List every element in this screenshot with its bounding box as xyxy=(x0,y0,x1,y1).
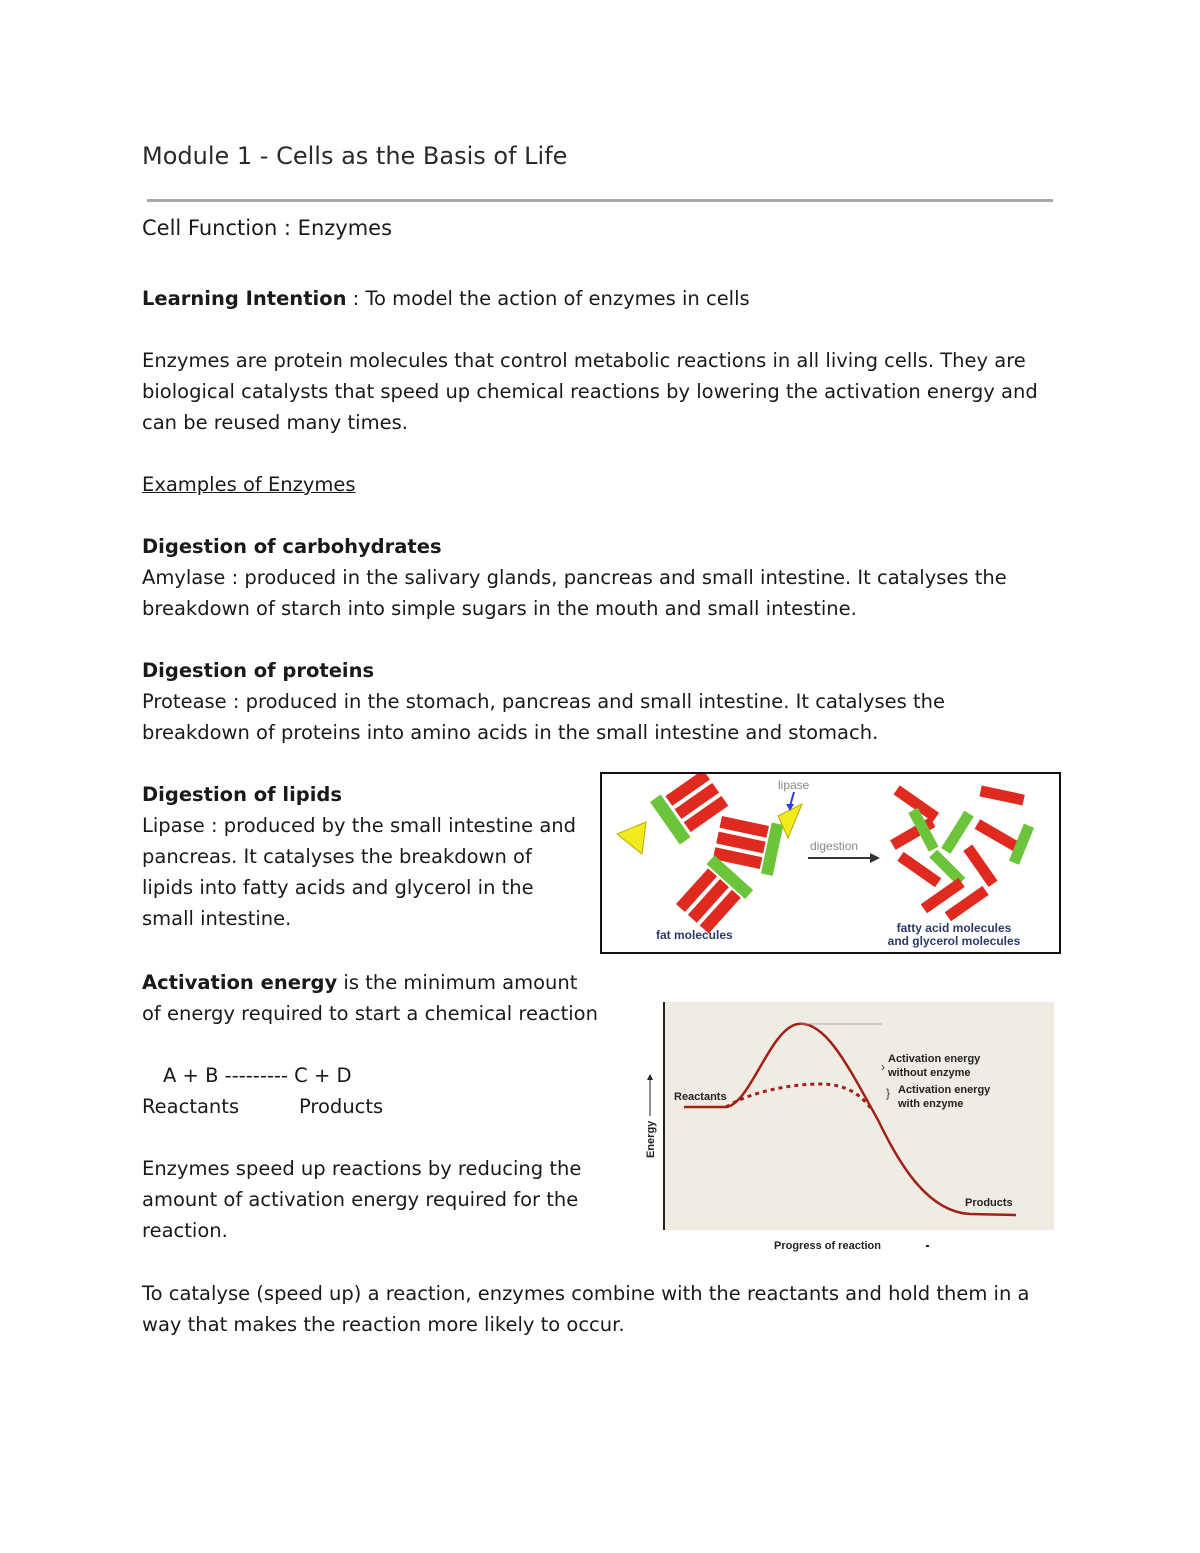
catalyse-line-1: To catalyse (speed up) a reaction, enzymes combine with the reactants and hold them in a xyxy=(142,1282,1030,1305)
reactants-curve-label: Reactants xyxy=(674,1091,727,1103)
lipids-heading: Digestion of lipids xyxy=(142,783,342,806)
carbohydrates-line-1: Amylase : produced in the salivary glands, pancreas and small intestine. It catalyses the xyxy=(142,566,1007,589)
fat-molecules-caption: fat molecules xyxy=(656,928,733,942)
proteins-line-1: Protease : produced in the stomach, pancreas and small intestine. It catalyses the xyxy=(142,690,945,713)
with-brace: } xyxy=(886,1086,891,1100)
section-heading: Cell Function : Enzymes xyxy=(142,216,393,240)
intro-line-3: can be reused many times. xyxy=(142,411,408,434)
digestion-arrow-head xyxy=(870,853,880,863)
page-title: Module 1 - Cells as the Basis of Life xyxy=(142,142,568,170)
carbohydrates-heading: Digestion of carbohydrates xyxy=(142,535,442,558)
digestion-products xyxy=(890,785,1034,921)
without-enzyme-label-1: Activation energy xyxy=(888,1053,981,1065)
svg-text:Energy: Energy xyxy=(645,1120,657,1158)
learning-intention-label: Learning Intention xyxy=(142,287,347,310)
without-enzyme-label-2: without enzyme xyxy=(888,1067,971,1079)
learning-intention-text: : To model the action of enzymes in cells xyxy=(346,287,750,310)
learning-intention xyxy=(142,283,750,314)
proteins-heading: Digestion of proteins xyxy=(142,659,375,682)
with-enzyme-label-1: Activation energy xyxy=(898,1084,991,1096)
energy-plot-background xyxy=(664,1002,1054,1230)
energy-profile-diagram xyxy=(640,1000,1060,1260)
reactants-label: Reactants xyxy=(142,1095,240,1118)
digestion-label: digestion xyxy=(810,839,859,853)
fatty-acid-bar xyxy=(963,845,997,887)
progress-axis-title: Progress of reaction xyxy=(774,1240,881,1252)
speedup-line-2: amount of activation energy required for the xyxy=(142,1188,579,1211)
products-caption-line-1: fatty acid molecules xyxy=(896,921,1012,935)
carbohydrates-line-2: breakdown of starch into simple sugars in the mouth and small intestine. xyxy=(142,597,857,620)
speedup-line-1: Enzymes speed up reactions by reducing the xyxy=(142,1157,582,1180)
energy-profile-figure xyxy=(640,1000,1060,1260)
activation-rest: is the minimum amount xyxy=(337,971,578,994)
fat-molecule xyxy=(673,855,753,936)
proteins-line-2: breakdown of proteins into amino acids in the small intestine and stomach. xyxy=(142,721,879,744)
fatty-acid-bar xyxy=(979,786,1024,806)
lipase-digestion-figure xyxy=(600,772,1061,954)
activation-line-2: of energy required to start a chemical reaction xyxy=(142,1002,598,1025)
speedup-line-3: reaction. xyxy=(142,1219,228,1242)
reaction-equation: A + B --------- C + D xyxy=(163,1064,352,1087)
intro-line-1: Enzymes are protein molecules that control metabolic reactions in all living cells. They are xyxy=(142,349,1026,372)
energy-axis-arrow-head xyxy=(647,1074,653,1080)
lipids-line-2: pancreas. It catalyses the breakdown of xyxy=(142,845,532,868)
products-curve-label: Products xyxy=(965,1197,1013,1209)
title-divider xyxy=(147,199,1053,202)
with-enzyme-label-2: with enzyme xyxy=(898,1098,964,1110)
products-caption-line-2: and glycerol molecules xyxy=(887,934,1021,948)
activation-line-1 xyxy=(142,967,577,998)
lipase-pointer xyxy=(790,792,794,806)
lipids-line-3: lipids into fatty acids and glycerol in the xyxy=(142,876,534,899)
energy-axis-title xyxy=(645,1074,657,1158)
catalyse-line-2: way that makes the reaction more likely to occur. xyxy=(142,1313,625,1336)
lipase-enzyme xyxy=(617,822,646,854)
lipase-digestion-diagram xyxy=(602,774,1059,952)
lipase-label: lipase xyxy=(778,778,810,792)
examples-heading: Examples of Enzymes xyxy=(142,473,356,496)
products-label: Products xyxy=(299,1095,384,1118)
without-brace: › xyxy=(881,1060,885,1074)
lipids-line-4: small intestine. xyxy=(142,907,292,930)
fatty-acid-bar xyxy=(975,819,1020,852)
activation-term: Activation energy xyxy=(142,971,338,994)
intro-line-2: biological catalysts that speed up chemical reactions by lowering the activation energy and xyxy=(142,380,1038,403)
lipids-line-1: Lipase : produced by the small intestine and xyxy=(142,814,576,837)
